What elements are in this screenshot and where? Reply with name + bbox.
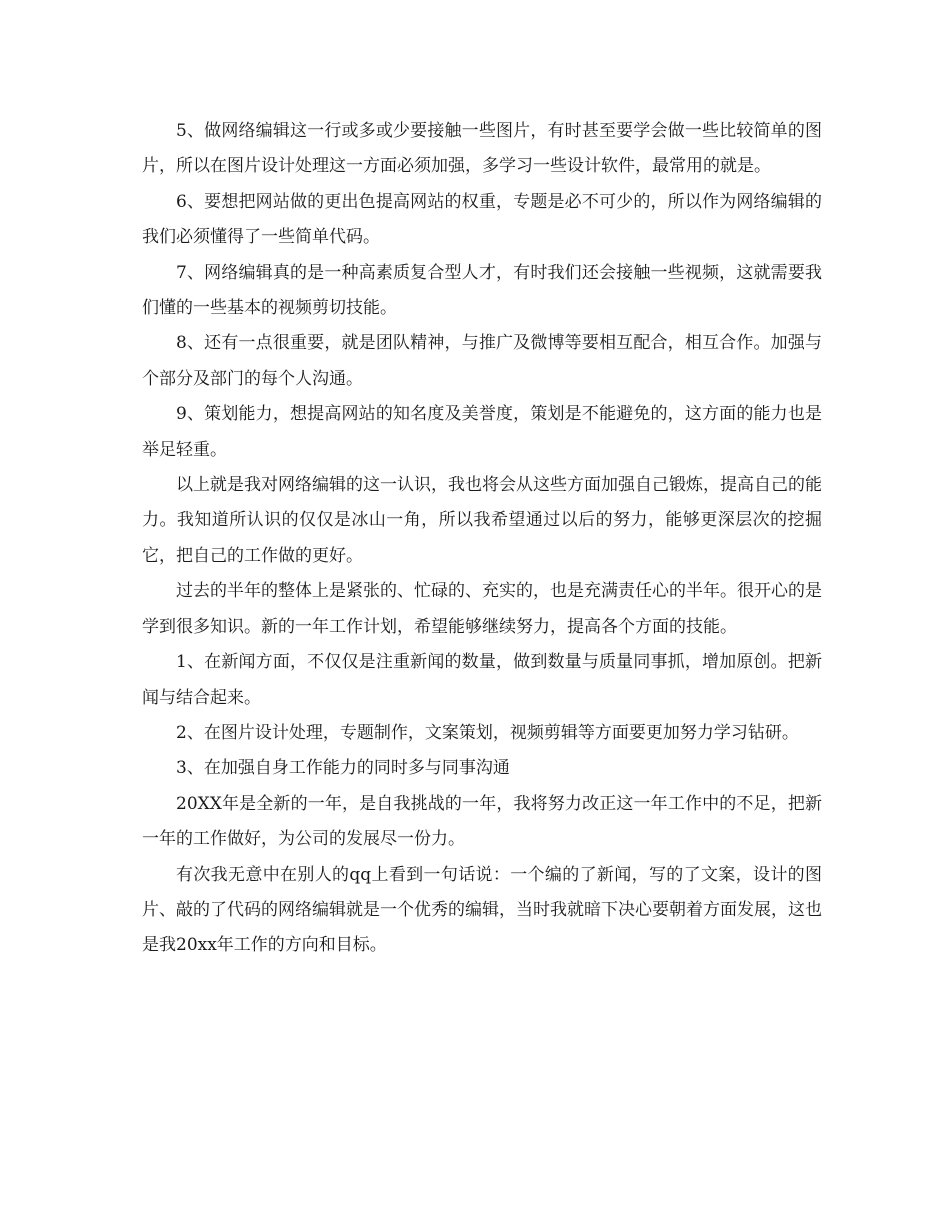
paragraph-plan-1: 1、在新闻方面，不仅仅是注重新闻的数量，做到数量与质量同事抓，增加原创。把新闻与结合起来。 xyxy=(142,652,822,708)
paragraph-new-year: 20XX年是全新的一年，是自我挑战的一年，我将努力改正这一年工作中的不足，把新一年的工作做好，为公司的发展尽一份力。 xyxy=(142,793,822,850)
paragraph-item-9: 9、策划能力，想提高网站的知名度及美誉度，策划是不能避免的，这方面的能力也是举足轻重。 xyxy=(142,404,822,460)
paragraph-summary: 以上就是我对网络编辑的这一认识，我也将会从这些方面加强自己锻炼，提高自己的能力。我知道所认识的仅仅是冰山一角，所以我希望通过以后的努力，能够更深层次的挖掘它，把自己的工作做的更好。 xyxy=(142,475,822,566)
paragraph-item-8: 8、还有一点很重要，就是团队精神，与推广及微博等要相互配合，相互合作。加强与个部分及部门的每个人沟通。 xyxy=(142,333,822,389)
paragraph-item-6: 6、要想把网站做的更出色提高网站的权重，专题是必不可少的，所以作为网络编辑的我们必须懂得了一些简单代码。 xyxy=(142,191,822,248)
paragraph-plan-3: 3、在加强自身工作能力的同时多与同事沟通 xyxy=(176,758,510,779)
paragraph-goal: 有次我无意中在别人的qq上看到一句话说：一个编的了新闻，写的了文案，设计的图片、敲的了代码的网络编辑就是一个优秀的编辑，当时我就暗下决心要朝着方面发展，这也是我20xx年工作的方向和目标。 xyxy=(142,864,822,956)
paragraph-item-5: 5、做网络编辑这一行或多或少要接触一些图片，有时甚至要学会做一些比较简单的图片，所以在图片设计处理这一方面必须加强，多学习一些设计软件，最常用的就是。 xyxy=(142,121,822,177)
paragraph-plan-2: 2、在图片设计处理，专题制作，文案策划，视频剪辑等方面要更加努力学习钻研。 xyxy=(176,722,799,743)
paragraph-half-year-review: 过去的半年的整体上是紧张的、忙碌的、充实的，也是充满责任心的半年。很开心的是学到很多知识。新的一年工作计划，希望能够继续努力，提高各个方面的技能。 xyxy=(142,581,822,637)
paragraph-item-7: 7、网络编辑真的是一种高素质复合型人才，有时我们还会接触一些视频，这就需要我们懂的一些基本的视频剪切技能。 xyxy=(142,262,822,319)
document-body xyxy=(142,114,822,964)
